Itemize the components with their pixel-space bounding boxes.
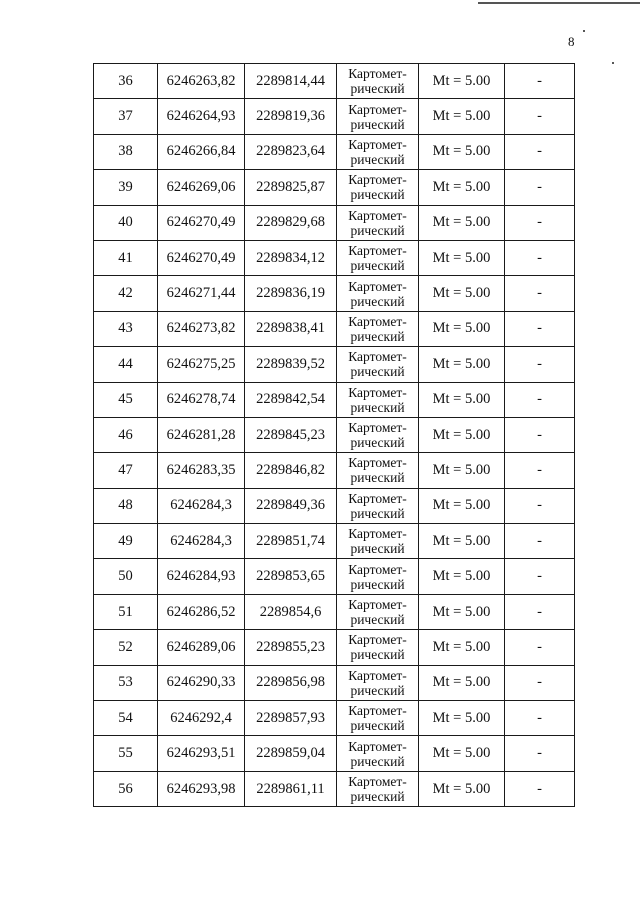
method-cell	[337, 488, 419, 523]
method-cell	[337, 453, 419, 488]
point-number-cell: 53	[94, 665, 158, 700]
note-cell: -	[505, 736, 575, 771]
method-line-2: рический	[350, 116, 405, 132]
x-coordinate-cell: 6246270,49	[158, 205, 245, 240]
method-line-1: Картомет-	[348, 632, 407, 648]
x-coordinate-cell: 6246293,98	[158, 771, 245, 806]
table-row	[94, 382, 575, 417]
note-cell: -	[505, 417, 575, 452]
x-coordinate-cell: 6246284,3	[158, 488, 245, 523]
accuracy-cell: Mt = 5.00	[419, 417, 505, 452]
method-line-1: Картомет-	[348, 136, 407, 152]
method-line-1: Картомет-	[348, 561, 407, 577]
note-cell: -	[505, 594, 575, 629]
method-cell	[337, 64, 419, 99]
scan-speck	[612, 62, 614, 64]
x-coordinate-cell: 6246283,35	[158, 453, 245, 488]
accuracy-cell: Mt = 5.00	[419, 665, 505, 700]
y-coordinate-cell: 2289853,65	[245, 559, 337, 594]
note-cell: -	[505, 311, 575, 346]
note-cell: -	[505, 276, 575, 311]
point-number-cell: 46	[94, 417, 158, 452]
method-cell	[337, 99, 419, 134]
note-cell: -	[505, 665, 575, 700]
y-coordinate-cell: 2289839,52	[245, 347, 337, 382]
method-cell	[337, 665, 419, 700]
note-cell: -	[505, 64, 575, 99]
method-cell	[337, 630, 419, 665]
x-coordinate-cell: 6246281,28	[158, 417, 245, 452]
method-cell	[337, 736, 419, 771]
method-cell	[337, 347, 419, 382]
point-number-cell: 44	[94, 347, 158, 382]
method-line-1: Картомет-	[348, 526, 407, 542]
method-line-2: рический	[350, 399, 405, 415]
x-coordinate-cell: 6246264,93	[158, 99, 245, 134]
accuracy-cell: Mt = 5.00	[419, 488, 505, 523]
method-cell	[337, 240, 419, 275]
point-number-cell: 36	[94, 64, 158, 99]
y-coordinate-cell: 2289854,6	[245, 594, 337, 629]
method-line-1: Картомет-	[348, 101, 407, 117]
method-line-2: рический	[350, 682, 405, 698]
accuracy-cell: Mt = 5.00	[419, 347, 505, 382]
accuracy-cell: Mt = 5.00	[419, 453, 505, 488]
page-number: 8	[568, 34, 575, 49]
table-row	[94, 99, 575, 134]
method-line-1: Картомет-	[348, 313, 407, 329]
method-line-1: Картомет-	[348, 172, 407, 188]
method-cell	[337, 701, 419, 736]
table-row	[94, 701, 575, 736]
method-line-1: Картомет-	[348, 455, 407, 471]
method-line-2: рический	[350, 222, 405, 238]
note-cell: -	[505, 771, 575, 806]
table-row	[94, 417, 575, 452]
note-cell: -	[505, 559, 575, 594]
point-number-cell: 37	[94, 99, 158, 134]
method-line-1: Картомет-	[348, 384, 407, 400]
y-coordinate-cell: 2289838,41	[245, 311, 337, 346]
accuracy-cell: Mt = 5.00	[419, 170, 505, 205]
x-coordinate-cell: 6246263,82	[158, 64, 245, 99]
method-cell	[337, 311, 419, 346]
point-number-cell: 41	[94, 240, 158, 275]
method-cell	[337, 205, 419, 240]
point-number-cell: 47	[94, 453, 158, 488]
method-line-1: Картомет-	[348, 490, 407, 506]
x-coordinate-cell: 6246292,4	[158, 701, 245, 736]
y-coordinate-cell: 2289851,74	[245, 524, 337, 559]
note-cell: -	[505, 134, 575, 169]
method-cell	[337, 524, 419, 559]
method-line-2: рический	[350, 753, 405, 769]
x-coordinate-cell: 6246289,06	[158, 630, 245, 665]
accuracy-cell: Mt = 5.00	[419, 771, 505, 806]
scan-top-rule	[478, 0, 640, 6]
table-row	[94, 594, 575, 629]
y-coordinate-cell: 2289849,36	[245, 488, 337, 523]
point-number-cell: 48	[94, 488, 158, 523]
accuracy-cell: Mt = 5.00	[419, 736, 505, 771]
coordinates-table	[93, 63, 575, 807]
method-line-2: рический	[350, 612, 405, 628]
point-number-cell: 51	[94, 594, 158, 629]
note-cell: -	[505, 630, 575, 665]
method-cell	[337, 170, 419, 205]
x-coordinate-cell: 6246273,82	[158, 311, 245, 346]
method-line-2: рический	[350, 81, 405, 97]
y-coordinate-cell: 2289859,04	[245, 736, 337, 771]
x-coordinate-cell: 6246278,74	[158, 382, 245, 417]
accuracy-cell: Mt = 5.00	[419, 276, 505, 311]
table-row	[94, 64, 575, 99]
x-coordinate-cell: 6246290,33	[158, 665, 245, 700]
table-row	[94, 134, 575, 169]
accuracy-cell: Mt = 5.00	[419, 240, 505, 275]
accuracy-cell: Mt = 5.00	[419, 64, 505, 99]
note-cell: -	[505, 701, 575, 736]
method-line-1: Картомет-	[348, 667, 407, 683]
method-line-2: рический	[350, 470, 405, 486]
point-number-cell: 54	[94, 701, 158, 736]
table-row	[94, 170, 575, 205]
method-line-2: рический	[350, 576, 405, 592]
table-row	[94, 311, 575, 346]
x-coordinate-cell: 6246270,49	[158, 240, 245, 275]
point-number-cell: 38	[94, 134, 158, 169]
point-number-cell: 42	[94, 276, 158, 311]
x-coordinate-cell: 6246284,93	[158, 559, 245, 594]
accuracy-cell: Mt = 5.00	[419, 524, 505, 559]
table-row	[94, 453, 575, 488]
note-cell: -	[505, 524, 575, 559]
table-row	[94, 630, 575, 665]
method-cell	[337, 559, 419, 594]
y-coordinate-cell: 2289855,23	[245, 630, 337, 665]
table-row	[94, 276, 575, 311]
y-coordinate-cell: 2289829,68	[245, 205, 337, 240]
scan-speck	[583, 30, 585, 32]
note-cell: -	[505, 382, 575, 417]
coordinates-table-body	[94, 64, 575, 807]
note-cell: -	[505, 453, 575, 488]
point-number-cell: 39	[94, 170, 158, 205]
method-line-1: Картомет-	[348, 420, 407, 436]
x-coordinate-cell: 6246266,84	[158, 134, 245, 169]
accuracy-cell: Mt = 5.00	[419, 134, 505, 169]
point-number-cell: 50	[94, 559, 158, 594]
method-line-2: рический	[350, 541, 405, 557]
point-number-cell: 56	[94, 771, 158, 806]
x-coordinate-cell: 6246293,51	[158, 736, 245, 771]
method-line-1: Картомет-	[348, 66, 407, 82]
note-cell: -	[505, 170, 575, 205]
y-coordinate-cell: 2289845,23	[245, 417, 337, 452]
y-coordinate-cell: 2289819,36	[245, 99, 337, 134]
note-cell: -	[505, 240, 575, 275]
y-coordinate-cell: 2289857,93	[245, 701, 337, 736]
y-coordinate-cell: 2289856,98	[245, 665, 337, 700]
method-line-1: Картомет-	[348, 278, 407, 294]
accuracy-cell: Mt = 5.00	[419, 701, 505, 736]
method-line-2: рический	[350, 364, 405, 380]
table-row	[94, 771, 575, 806]
table-row	[94, 347, 575, 382]
method-line-2: рический	[350, 647, 405, 663]
y-coordinate-cell: 2289842,54	[245, 382, 337, 417]
x-coordinate-cell: 6246284,3	[158, 524, 245, 559]
accuracy-cell: Mt = 5.00	[419, 594, 505, 629]
method-line-2: рический	[350, 293, 405, 309]
method-cell	[337, 771, 419, 806]
method-line-2: рический	[350, 151, 405, 167]
accuracy-cell: Mt = 5.00	[419, 630, 505, 665]
table-row	[94, 488, 575, 523]
note-cell: -	[505, 347, 575, 382]
table-row	[94, 665, 575, 700]
method-cell	[337, 276, 419, 311]
point-number-cell: 40	[94, 205, 158, 240]
y-coordinate-cell: 2289836,19	[245, 276, 337, 311]
method-line-1: Картомет-	[348, 207, 407, 223]
method-line-2: рический	[350, 505, 405, 521]
method-line-2: рический	[350, 789, 405, 804]
table-row	[94, 240, 575, 275]
y-coordinate-cell: 2289834,12	[245, 240, 337, 275]
method-line-1: Картомет-	[348, 738, 407, 754]
method-line-1: Картомет-	[348, 243, 407, 259]
x-coordinate-cell: 6246275,25	[158, 347, 245, 382]
point-number-cell: 45	[94, 382, 158, 417]
point-number-cell: 52	[94, 630, 158, 665]
point-number-cell: 49	[94, 524, 158, 559]
accuracy-cell: Mt = 5.00	[419, 382, 505, 417]
method-cell	[337, 134, 419, 169]
table-row	[94, 559, 575, 594]
method-line-2: рический	[350, 718, 405, 734]
accuracy-cell: Mt = 5.00	[419, 205, 505, 240]
y-coordinate-cell: 2289823,64	[245, 134, 337, 169]
table-row	[94, 205, 575, 240]
table-row	[94, 736, 575, 771]
y-coordinate-cell: 2289861,11	[245, 771, 337, 806]
point-number-cell: 43	[94, 311, 158, 346]
accuracy-cell: Mt = 5.00	[419, 559, 505, 594]
y-coordinate-cell: 2289846,82	[245, 453, 337, 488]
note-cell: -	[505, 99, 575, 134]
accuracy-cell: Mt = 5.00	[419, 311, 505, 346]
accuracy-cell: Mt = 5.00	[419, 99, 505, 134]
y-coordinate-cell: 2289814,44	[245, 64, 337, 99]
x-coordinate-cell: 6246271,44	[158, 276, 245, 311]
x-coordinate-cell: 6246269,06	[158, 170, 245, 205]
note-cell: -	[505, 488, 575, 523]
method-cell	[337, 382, 419, 417]
method-cell	[337, 417, 419, 452]
method-cell	[337, 594, 419, 629]
method-line-2: рический	[350, 258, 405, 274]
x-coordinate-cell: 6246286,52	[158, 594, 245, 629]
point-number-cell: 55	[94, 736, 158, 771]
method-line-2: рический	[350, 187, 405, 203]
table-row	[94, 524, 575, 559]
note-cell: -	[505, 205, 575, 240]
method-line-1: Картомет-	[348, 597, 407, 613]
method-line-2: рический	[350, 328, 405, 344]
y-coordinate-cell: 2289825,87	[245, 170, 337, 205]
method-line-1: Картомет-	[348, 703, 407, 719]
method-line-1: Картомет-	[348, 774, 407, 789]
method-line-2: рический	[350, 435, 405, 451]
method-line-1: Картомет-	[348, 349, 407, 365]
